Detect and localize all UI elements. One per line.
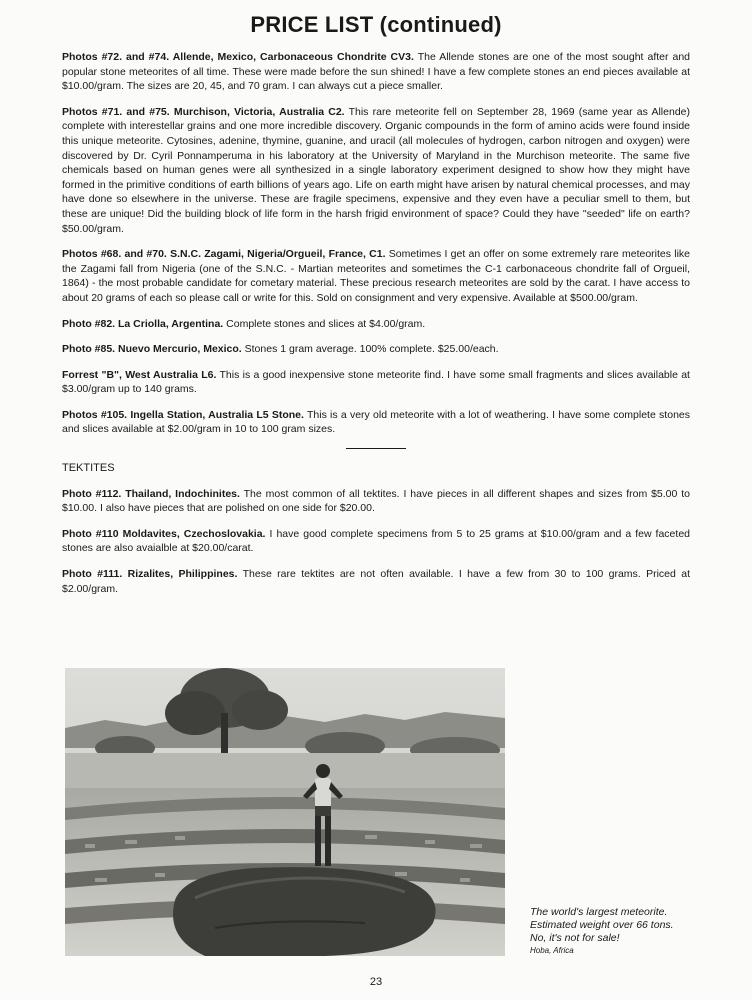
entry-text: These rare tektites are not often available. I have a few from 30 to 100 grams. Priced at $2.00/gram.: [62, 568, 690, 595]
entry-la-criolla: [62, 317, 690, 332]
entry-text: This is a very old meteorite with a lot of weathering. I have some complete stones and slices available at $2.00/gram in 10 to 100 gram sizes.: [62, 408, 690, 436]
entry-zagami-orgueil: [62, 247, 690, 305]
entry-moldavites: [62, 527, 690, 556]
entry-ingella-station: [62, 408, 690, 437]
section-divider: [346, 448, 406, 449]
caption-line: The world's largest meteorite.: [530, 906, 668, 918]
entry-text: This is a good inexpensive stone meteorite find. I have some small fragments and slices available at $3.00/gram up to 140 grams.: [62, 368, 690, 396]
entry-text: Stones 1 gram average. 100% complete. $25.00/each.: [241, 343, 499, 356]
entry-allende: [62, 50, 690, 94]
entry-thailand-indochinites: [62, 487, 690, 516]
entry-text: This rare meteorite fell on September 28, 1969 (same year as Allende) complete with interestellar grains and one more incredible discovery. Organic compounds in the form of amino acids were found inside this unique meteorite. Cytosines, adenine, thymine, guanine, and uracil (all molecules of hydrogen, carbon nitrogen and oxygen) were discovered by Dr. Cyril Ponnamperuma in his laboratory at the University of Maryland in the Murchison meteorite. The same five chemicals based on human genes were all synthesized in a single laboratory experiment designed to show how they might have formed in the primitive conditions of earth billions of years ago. Life on earth might have arisen by natural chemical processes, and may have done so elsewhere in the universe. These are fragile specimens, expensive and they even have a peculiar smell to them, but these are unique! Did the building block of life form in the harsh frigid environment of space? Could they have "seeded" life on earth? $50.00/gram.: [62, 105, 690, 235]
entry-text: I have good complete specimens from 5 to 25 grams at $10.00/gram and a few faceted stones are also avaialble at $20.00/carat.: [62, 527, 690, 555]
entry-nuevo-mercurio: [62, 342, 690, 357]
caption-place: Hoba, Africa: [530, 946, 574, 955]
entry-rizalites: [62, 567, 690, 596]
entry-heading: Photos #105. Ingella Station, Australia L5 Stone.: [62, 408, 304, 421]
entry-heading: Forrest "B", West Australia L6.: [62, 368, 217, 381]
entry-heading: Photos #72. and #74. Allende, Mexico, Carbonaceous Chondrite CV3.: [62, 51, 414, 63]
price-list-body: [62, 50, 690, 607]
caption-line: Estimated weight over 66 tons.: [530, 919, 674, 931]
entry-forrest-b: [62, 368, 690, 397]
entry-heading: Photo #110 Moldavites, Czechoslovakia.: [62, 527, 266, 540]
entry-heading: Photo #111. Rizalites, Philippines.: [62, 568, 238, 581]
photo-caption: [530, 906, 730, 957]
entry-heading: Photo #112. Thailand, Indochinites.: [62, 487, 240, 500]
page-number: 23: [369, 976, 383, 988]
entry-murchison: [62, 105, 690, 236]
entry-text: Complete stones and slices at $4.00/gram.: [223, 317, 426, 330]
caption-line: No, it's not for sale!: [530, 932, 620, 944]
entry-text: Sometimes I get an offer on some extremely rare meteorites like the Zagami fall from Nigeria (one of the S.N.C. - Martian meteorites and sometimes the C-1 carbonaceous chondrite fall of Orgueil, 1864) - the most probable candidate for cometary material. These precious research meteorites are sold by the carat. I have access to about 20 grams of each so please call or write for this. Sold on consignment and very expensive. Available at $500.00/gram.: [62, 248, 690, 304]
hoba-meteorite-photo: [65, 668, 505, 956]
entry-heading: Photos #71. and #75. Murchison, Victoria, Australia C2.: [62, 105, 345, 118]
entry-heading: Photos #68. and #70. S.N.C. Zagami, Nigeria/Orgueil, France, C1.: [62, 248, 386, 261]
page-title: PRICE LIST (continued): [250, 12, 502, 37]
entry-heading: Photo #82. La Criolla, Argentina.: [62, 317, 224, 330]
entry-text: The Allende stones are one of the most sought after and popular stone meteorites of all time. These were made before the sun shined! I have a few complete stones an end pieces available at $10.00/gram. The sizes are 20, 45, and 70 gram. I can always cut a piece smaller.: [62, 51, 690, 93]
entry-text: The most common of all tektites. I have pieces in all different shapes and sizes from $5.00 to $10.00. I also have pieces that are polished on one side for $20.00.: [62, 487, 691, 515]
tektites-heading: TEKTITES: [62, 462, 115, 475]
entry-heading: Photo #85. Nuevo Mercurio, Mexico.: [62, 343, 242, 356]
